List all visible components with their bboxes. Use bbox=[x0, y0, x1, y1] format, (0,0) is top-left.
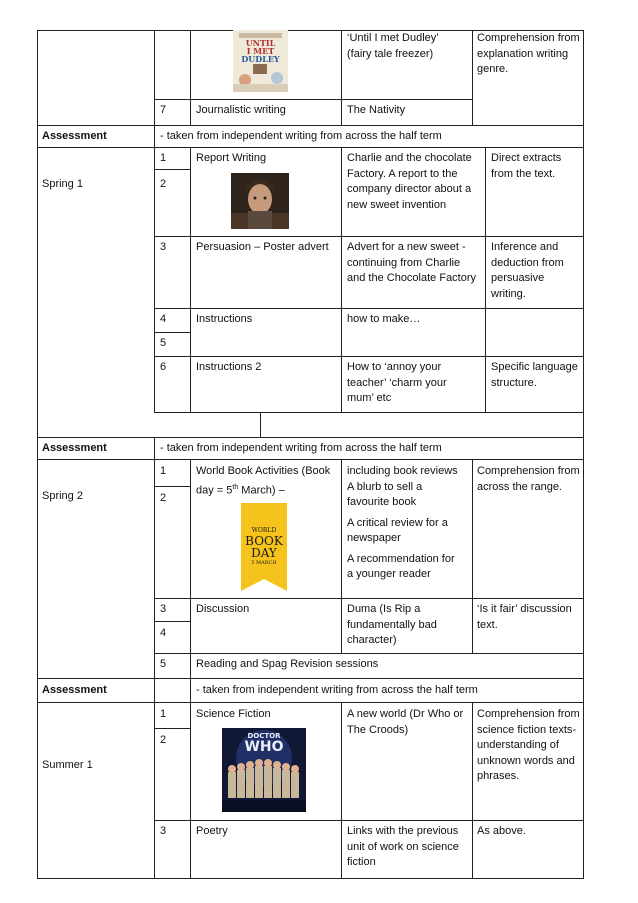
badge-line: 5 MARCH bbox=[251, 560, 277, 566]
badge-line: DAY bbox=[251, 546, 277, 560]
until-i-met-dudley-cover-image bbox=[233, 30, 288, 92]
week-number: 4 bbox=[160, 627, 167, 639]
genre-cell: Reading and Spag Revision sessions bbox=[196, 658, 379, 670]
genre-cell: Instructions 2 bbox=[196, 361, 262, 373]
week-number: 3 bbox=[160, 241, 167, 253]
assessment-note: - taken from independent writing from across the half term bbox=[160, 442, 442, 454]
genre-cell: Journalistic writing bbox=[196, 104, 286, 116]
genre-cell: Discussion bbox=[196, 603, 250, 615]
week-number: 6 bbox=[160, 361, 167, 373]
assessment-label: Assessment bbox=[42, 684, 107, 696]
poster-line: DOCTOR bbox=[247, 732, 281, 740]
assessment-note: - taken from independent writing from across the half term bbox=[196, 684, 478, 696]
doctor-who-poster bbox=[222, 728, 306, 812]
text-cell: Advert for a new sweet - continuing from Charlie and the Chocolate Factory bbox=[347, 241, 477, 284]
cell-title: ‘Until I met Dudley’ (fairy tale freezer) bbox=[347, 32, 439, 60]
focus-cell: Inference and deduction from persuasive writing. bbox=[491, 241, 564, 300]
focus-cell: Comprehension from science fiction texts- understanding of unknown words and phrases. bbox=[477, 708, 580, 782]
week-number: 2 bbox=[160, 734, 167, 746]
week-number: 3 bbox=[160, 825, 167, 837]
cover-line: DUDLEY bbox=[241, 54, 280, 64]
cover-line: I MET bbox=[246, 46, 275, 56]
term-label: Summer 1 bbox=[42, 759, 93, 771]
poster-line: WHO bbox=[244, 739, 284, 755]
assessment-note: - taken from independent writing from across the half term bbox=[160, 130, 442, 142]
week-number: 1 bbox=[160, 152, 167, 164]
genre-cell: Science Fiction bbox=[196, 708, 271, 720]
week-number: 2 bbox=[160, 178, 167, 190]
assessment-label: Assessment bbox=[42, 130, 107, 142]
cover-line: UNTIL bbox=[245, 38, 276, 48]
genre-cell: Report Writing bbox=[196, 152, 267, 164]
week-number: 5 bbox=[160, 658, 167, 670]
text-cell: including book reviews A blurb to sell a favourite book A critical review for a newspaper A recommendation for a younger reader bbox=[347, 465, 458, 580]
focus-cell: ‘Is it fair’ discussion text. bbox=[477, 603, 572, 631]
text-cell: Links with the previous unit of work on science fiction bbox=[347, 825, 459, 868]
world-book-day-badge bbox=[241, 503, 287, 591]
badge-line: BOOK bbox=[245, 534, 283, 548]
focus-cell: Direct extracts from the text. bbox=[491, 152, 562, 180]
week-number: 1 bbox=[160, 465, 167, 477]
focus-cell: Specific language structure. bbox=[491, 361, 578, 389]
genre-cell: Instructions bbox=[196, 313, 253, 325]
week-number: 5 bbox=[160, 337, 167, 349]
text-cell: Charlie and the chocolate Factory. A report to the company director about a new sweet invention bbox=[347, 152, 472, 211]
badge-line: WORLD bbox=[251, 527, 277, 534]
genre-cell: World Book Activities (Book day = 5th March) – bbox=[196, 465, 331, 497]
text-cell: A new world (Dr Who or The Croods) bbox=[347, 708, 464, 736]
genre-cell: Poetry bbox=[196, 825, 228, 837]
cell-comprehension: Comprehension from explanation writing genre. bbox=[477, 32, 580, 75]
text-cell: how to make… bbox=[347, 313, 421, 325]
week-number: 4 bbox=[160, 313, 167, 325]
term-label: Spring 2 bbox=[42, 490, 83, 502]
charlie-boy-photo bbox=[231, 173, 289, 229]
genre-cell: Persuasion – Poster advert bbox=[196, 241, 329, 253]
week-number: 3 bbox=[160, 603, 167, 615]
focus-cell: As above. bbox=[477, 825, 526, 837]
focus-cell: Comprehension from across the range. bbox=[477, 465, 580, 493]
week-number: 7 bbox=[160, 104, 167, 116]
week-number: 2 bbox=[160, 492, 167, 504]
text-cell: How to ‘annoy your teacher’ ‘charm your mum’ etc bbox=[347, 361, 447, 404]
text-cell: The Nativity bbox=[347, 104, 406, 116]
text-cell: Duma (Is Rip a fundamentally bad character) bbox=[347, 603, 437, 646]
assessment-label: Assessment bbox=[42, 442, 107, 454]
term-label: Spring 1 bbox=[42, 178, 83, 190]
week-number: 1 bbox=[160, 708, 167, 720]
